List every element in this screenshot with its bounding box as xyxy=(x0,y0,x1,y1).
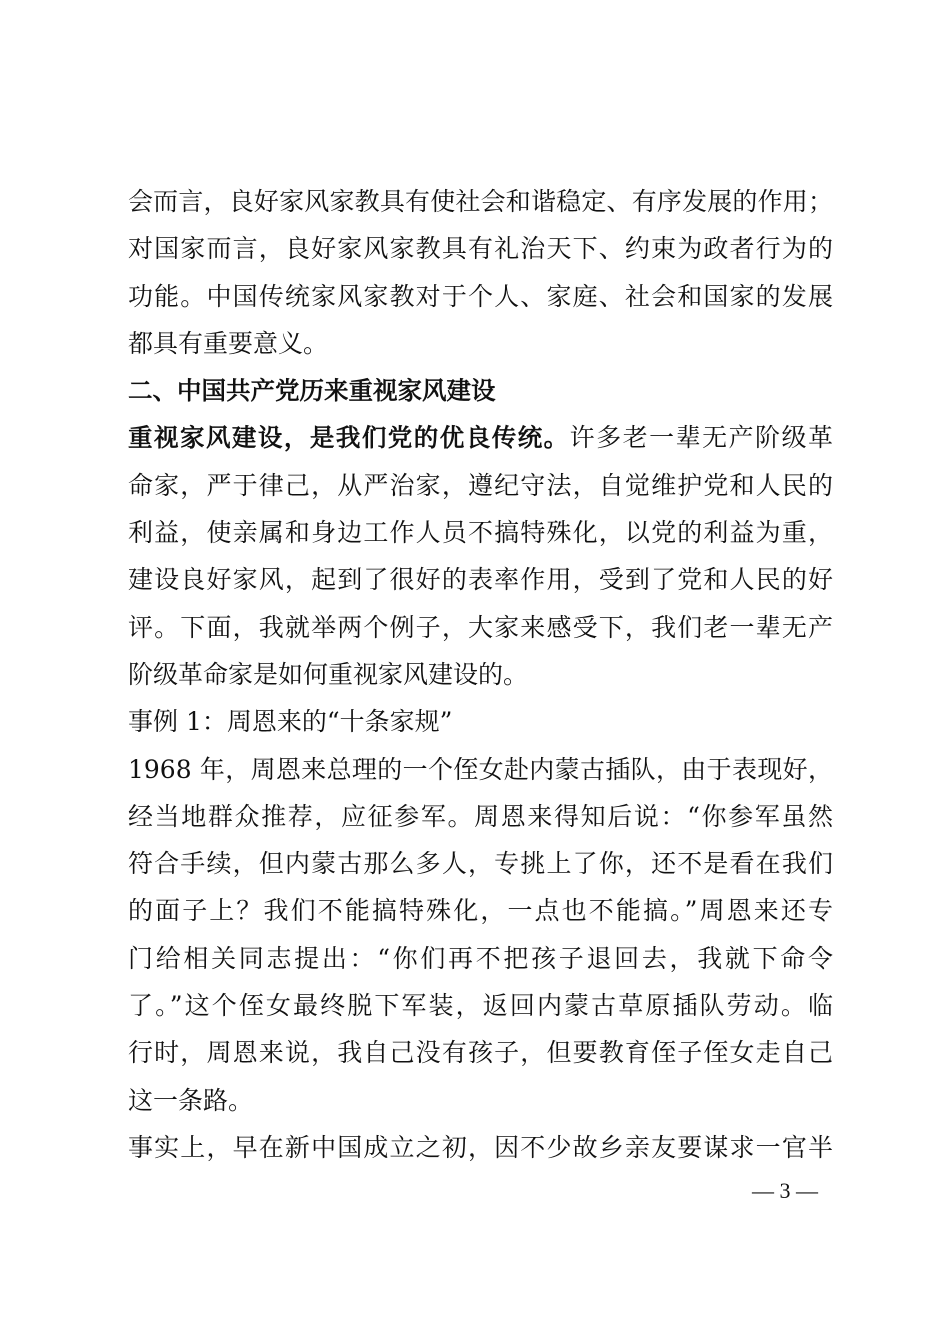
text-line: 会而言，良好家风家教具有使社会和谐稳定、有序发展的作用； xyxy=(128,187,833,216)
text-line: 建设良好家风，起到了很好的表率作用，受到了党和人民的好 xyxy=(128,565,833,595)
lead-rest-text: 许多老一辈无产阶级革 xyxy=(569,423,833,453)
text-line: 利益，使亲属和身边工作人员不搞特殊化，以党的利益为重， xyxy=(128,518,833,548)
text-line: 都具有重要意义。 xyxy=(128,328,329,358)
text-line: 经当地群众推荐，应征参军。周恩来得知后说：“你参军虽然 xyxy=(128,801,833,831)
text-line: 的面子上？我们不能搞特殊化，一点也不能搞。”周恩来还专 xyxy=(128,896,833,926)
text-line: 事实上，早在新中国成立之初，因不少故乡亲友要谋求一官半 xyxy=(128,1132,833,1162)
text-line: 命家，严于律己，从严治家，遵纪守法，自觉维护党和人民的 xyxy=(128,470,833,500)
text-line: 行时，周恩来说，我自己没有孩子，但要教育侄子侄女走自己 xyxy=(128,1038,833,1068)
example-title: 事例 1：周恩来的“十条家规” xyxy=(128,707,453,737)
text-line: 评。下面，我就举两个例子，大家来感受下，我们老一辈无产 xyxy=(128,612,833,642)
bold-lead-sentence: 重视家风建设，是我们党的优良传统。 xyxy=(128,423,570,453)
text-line: 功能。中国传统家风家教对于个人、家庭、社会和国家的发展 xyxy=(128,281,833,311)
text-line: 对国家而言，良好家风家教具有礼治天下、约束为政者行为的 xyxy=(128,234,833,264)
text-line-with-bold-lead xyxy=(128,414,833,461)
text-line: 1968 年，周恩来总理的一个侄女赴内蒙古插队，由于表现好， xyxy=(128,754,833,784)
section-heading: 二、中国共产党历来重视家风建设 xyxy=(128,376,496,406)
text-line: 阶级革命家是如何重视家风建设的。 xyxy=(128,659,529,689)
text-line: 这一条路。 xyxy=(128,1085,254,1115)
text-line: 了。”这个侄女最终脱下军装，返回内蒙古草原插队劳动。临 xyxy=(128,991,833,1021)
text-line: 门给相关同志提出：“你们再不把孩子退回去，我就下命令 xyxy=(128,943,833,973)
document-body xyxy=(128,178,833,1171)
text-line: 符合手续，但内蒙古那么多人，专挑上了你，还不是看在我们 xyxy=(128,849,833,879)
page-number: — 3 — xyxy=(752,1178,818,1203)
